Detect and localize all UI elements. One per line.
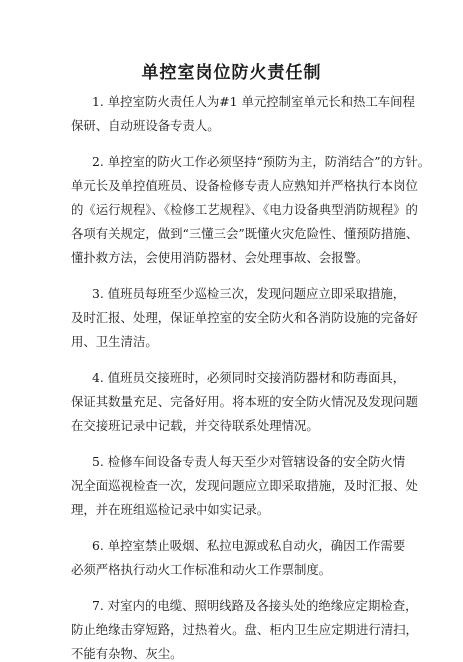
paragraph-5-line-2: 况全面巡视检查一次，发现问题应立即采取措施，及时汇报、处 (71, 478, 418, 493)
paragraph-4-line-1: 4. 值班员交接班时，必须同时交接消防器材和防毒面具， (92, 370, 406, 385)
paragraph-2-line-2: 单元长及单控值班员、设备检修专责人应熟知并严格执行本岗位 (71, 178, 418, 193)
paragraph-3-line-3: 用、卫生清洁。 (71, 334, 158, 349)
paragraph-1-line-1: 1. 单控室防火责任人为#1 单元控制室单元长和热工车间程 (92, 94, 415, 109)
paragraph-2-line-1: 2. 单控室的防火工作必须坚持“预防为主，防消结合”的方针。 (92, 154, 431, 169)
paragraph-3-line-2: 及时汇报、处理，保证单控室的安全防火和各消防设施的完备好 (71, 310, 418, 325)
paragraph-7-line-3: 不能有杂物、灰尘。 (71, 646, 183, 661)
paragraph-2-line-3: 的《运行规程》、《检修工艺规程》、《电力设备典型消防规程》的 (71, 202, 418, 217)
paragraph-7-line-2: 防止绝缘击穿短路，过热着火。盘、柜内卫生应定期进行清扫， (71, 622, 418, 637)
paragraph-6-line-2: 必须严格执行动火工作标准和动火工作票制度。 (71, 562, 332, 577)
paragraph-5-line-3: 理，并在班组巡检记录中如实记录。 (71, 502, 270, 517)
paragraph-5-line-1: 5. 检修车间设备专责人每天至少对管辖设备的安全防火情 (92, 454, 406, 469)
paragraph-2-line-4: 各项有关规定，做到“三懂三会”既懂火灾危险性、懂预防措施、 (71, 226, 419, 241)
paragraph-4-line-3: 在交接班记录中记载，并交待联系处理情况。 (71, 418, 319, 433)
paragraph-4-line-2: 保证其数量充足、完备好用。将本班的安全防火情况及发现问题 (71, 394, 418, 409)
paragraph-2-line-5: 懂扑救方法，会使用消防器材、会处理事故、会报警。 (71, 250, 369, 265)
paragraph-7-line-1: 7. 对室内的电缆、照明线路及各接头处的绝缘应定期检查， (92, 598, 418, 613)
paragraph-6-line-1: 6. 单控室禁止吸烟、私拉电源或私自动火，确因工作需要 (92, 538, 406, 553)
paragraph-3-line-1: 3. 值班员每班至少巡检三次，发现问题应立即采取措施， (92, 286, 406, 301)
paragraph-1-line-2: 保研、自动班设备专责人。 (71, 118, 220, 133)
document-title: 单控室岗位防火责任制 (141, 63, 322, 83)
